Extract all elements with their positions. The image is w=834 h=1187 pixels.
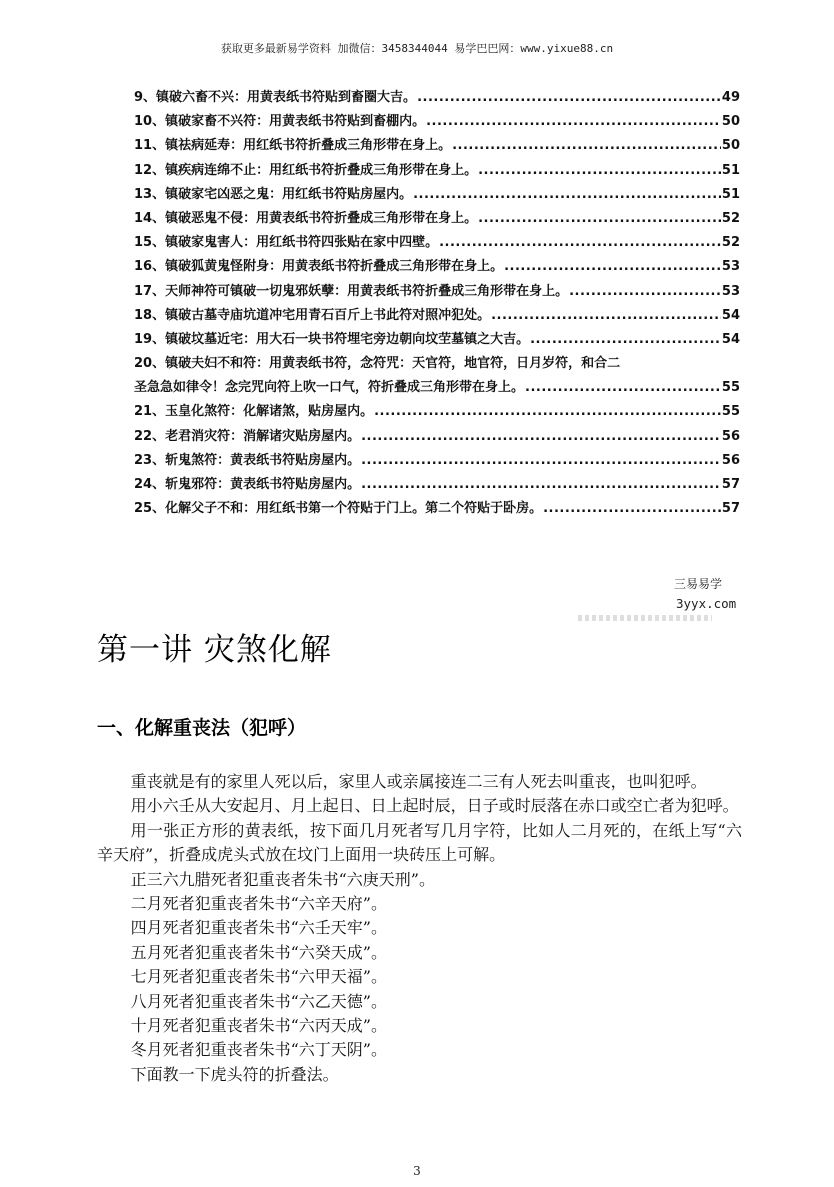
toc-item[interactable] [134,328,740,352]
list-item: 正三六九腊死者犯重丧者朱书“六庚天刑”。 [130,869,435,889]
toc-item-number: 20、 [134,356,166,372]
toc-item-title: 镇破恶鬼不侵：用黄表纸书符折叠成三角形带在身上。 [165,210,478,226]
toc-item-title: 化解父子不和：用红纸书第一个符贴于门上。第二个符贴于卧房。 [165,501,543,517]
toc-item[interactable] [134,304,740,328]
paragraph: 用小六壬从大安起月、月上起日、日上起时辰，日子或时辰落在赤口或空亡者为犯呼。 [130,796,739,816]
toc-item-title: 镇破家宅凶恶之鬼：用红纸书符贴房屋内。 [165,186,413,202]
toc-item-page: 49 [721,90,740,105]
toc-item-number: 12、 [134,162,166,178]
toc-item[interactable] [134,231,740,255]
toc-item-page: 53 [721,259,740,275]
toc-item-title: 镇破古墓寺庙坑道冲宅用青石百斤上书此符对照冲犯处。 [165,307,491,323]
watermark-stamp [674,574,736,614]
toc-leader-dots [478,207,721,231]
toc-leader-dots [525,376,721,400]
toc-leader-dots [491,304,721,328]
toc-leader-dots [361,449,721,473]
toc-item[interactable] [134,255,740,279]
toc-item[interactable] [134,207,740,231]
toc-item-title: 镇祛病延寿：用红纸书符折叠成三角形带在身上。 [165,138,452,154]
toc-item-title: 斩鬼邪符：黄表纸书符贴房屋内。 [165,477,361,492]
toc-item-number: 24、 [134,477,166,492]
toc-leader-dots [361,473,721,497]
toc-item-page: 55 [721,404,740,420]
toc-item-title: 镇破坟墓近宅：用大石一块书符埋宅旁边朝向坟茔墓镇之大吉。 [165,331,530,347]
toc-item[interactable] [134,473,740,497]
toc-item[interactable] [134,280,740,304]
toc-item-page: 51 [721,162,740,178]
paragraph: 重丧就是有的家里人死以后，家里人或亲属接连二三有人死去叫重丧，也叫犯呼。 [130,772,707,791]
list-item: 十月死者犯重丧者朱书“六丙天成”。 [130,1016,387,1036]
toc-item-page: 52 [721,210,740,226]
toc-item-page: 57 [721,501,740,517]
toc-item-number: 21、 [134,404,166,420]
page-number: 3 [413,1164,421,1178]
paragraph: 用一张正方形的黄表纸，按下面几月死者写几月字符，比如人二月死的，在纸上写“六辛天府”，折叠成虎头式放在坟门上面用一块砖压上可解。 [97,820,742,865]
toc-item-title: 天师神符可镇破一切鬼邪妖孽：用黄表纸书符折叠成三角形带在身上。 [165,283,569,299]
toc-leader-dots [543,497,721,521]
toc-leader-dots [361,425,721,449]
table-of-contents [134,86,740,521]
list-item: 七月死者犯重丧者朱书“六甲天福”。 [130,967,387,987]
toc-leader-dots [417,86,721,110]
toc-item-number: 16、 [134,259,166,275]
list-item: 下面教一下虎头符的折叠法。 [130,1064,339,1084]
toc-item-title: 镇破六畜不兴：用黄表纸书符贴到畜圈大吉。 [156,90,417,105]
toc-item-page: 54 [721,331,740,347]
toc-item-number: 18、 [134,307,166,323]
toc-item[interactable] [134,425,740,449]
toc-item-number: 11、 [134,138,166,154]
toc-item[interactable] [134,449,740,473]
list-item: 二月死者犯重丧者朱书“六辛天府”。 [130,894,387,914]
list-item: 八月死者犯重丧者朱书“六乙天德”。 [130,991,387,1011]
toc-leader-dots [504,255,721,279]
toc-item[interactable] [134,400,740,424]
stamp-line2: 3yyx.com [676,596,737,611]
toc-item-number: 25、 [134,501,166,517]
toc-leader-dots [530,328,721,352]
toc-item-number: 15、 [134,235,166,251]
toc-item-number: 10、 [134,114,166,130]
toc-item[interactable] [134,86,740,110]
toc-item-title: 镇破家鬼害人：用红纸书符四张贴在家中四壁。 [165,235,439,251]
lecture-title: 第一讲 灾煞化解 [97,632,332,668]
toc-item-title: 玉皇化煞符：化解诸煞，贴房屋内。 [165,404,374,420]
toc-item-number: 19、 [134,331,166,347]
toc-leader-dots [374,400,721,424]
toc-item-title: 镇破狐黄鬼怪附身：用黄表纸书符折叠成三角形带在身上。 [165,259,504,275]
toc-item-title: 镇破家畜不兴符：用黄表纸书符贴到畜棚内。 [165,114,426,130]
toc-item-page: 50 [721,138,740,154]
toc-leader-dots [452,134,721,158]
toc-leader-dots [413,183,721,207]
toc-item[interactable] [134,497,740,521]
toc-item[interactable] [134,159,740,183]
toc-item-title: 老君消灾符：消解诸灾贴房屋内。 [165,428,361,444]
page-header: 获取更多最新易学资料 加微信：3458344044 易学巴巴网：www.yixue88.cn [220,42,614,55]
toc-item[interactable] [134,134,740,158]
toc-item-page: 55 [721,380,740,396]
toc-item[interactable] [134,110,740,134]
stamp-line1: 三易易学 [674,577,723,591]
toc-item-wrapped[interactable] [134,352,740,400]
toc-leader-dots [426,110,721,134]
toc-item-page: 57 [721,477,740,492]
toc-item-page: 53 [721,283,740,299]
toc-item-number: 13、 [134,186,166,202]
section-title: 一、化解重丧法（犯呼） [97,717,307,739]
toc-leader-dots [569,280,721,304]
toc-item-number: 17、 [134,283,166,299]
toc-item-title: 镇疾病连绵不止：用红纸书符折叠成三角形带在身上。 [165,162,478,178]
toc-item-page: 51 [721,186,740,202]
stamp-smudge [578,615,712,621]
toc-item-page: 50 [721,114,740,130]
toc-item-number: 14、 [134,210,166,226]
toc-item-page: 56 [721,428,740,444]
toc-item-number: 23、 [134,452,166,468]
body-text [97,770,742,1087]
list-item: 五月死者犯重丧者朱书“六癸天成”。 [130,942,387,962]
list-item: 冬月死者犯重丧者朱书“六丁天阴”。 [130,1040,387,1060]
toc-item-page: 52 [721,235,740,251]
toc-item-number: 9、 [134,90,157,105]
list-item: 四月死者犯重丧者朱书“六壬天牢”。 [130,918,387,938]
toc-item-page: 54 [721,307,740,323]
toc-item[interactable] [134,183,740,207]
toc-leader-dots [439,231,721,255]
toc-leader-dots [478,159,721,183]
toc-item-title: 斩鬼煞符：黄表纸书符贴房屋内。 [165,452,361,468]
toc-item-page: 56 [721,452,740,468]
toc-item-number: 22、 [134,428,166,444]
toc-item-title-line1: 镇破夫妇不和符：用黄表纸书符，念符咒：天官符，地官符，日月岁符，和合二 [165,356,621,372]
toc-item-title-line2: 圣急急如律令！念完咒向符上吹一口气，符折叠成三角形带在身上。 [134,380,525,396]
